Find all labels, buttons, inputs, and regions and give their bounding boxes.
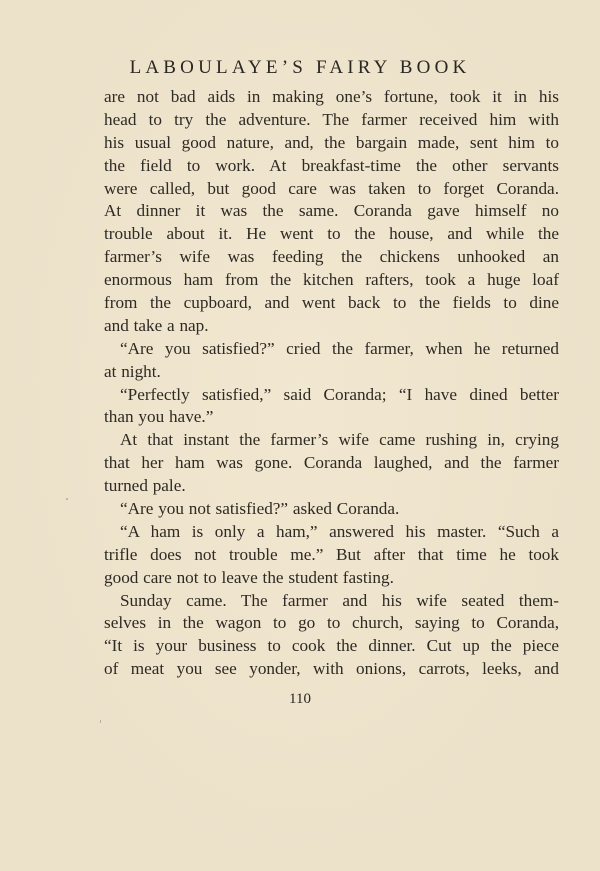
text-line: trouble about it. He went to the house, and while the — [104, 224, 559, 244]
text-line: trifle does not trouble me.” But after that time he took — [104, 544, 559, 564]
text-line: from the cupboard, and went back to the fields to dine — [104, 293, 559, 313]
text-line: selves in the wagon to go to church, saying to Coranda, — [104, 613, 559, 633]
body-text — [104, 86, 559, 681]
paper-speck — [100, 720, 101, 723]
text-line: good care not to leave the student fasting. — [104, 567, 394, 587]
text-line: “It is your business to cook the dinner. Cut up the piece — [104, 636, 559, 656]
text-line: At that instant the farmer’s wife came rushing in, crying — [120, 430, 559, 450]
text-line: “A ham is only a ham,” answered his master. “Such a — [120, 521, 559, 541]
text-line: than you have.” — [104, 407, 214, 427]
text-line: that her ham was gone. Coranda laughed, and the farmer — [104, 453, 559, 473]
text-line: and take a nap. — [104, 315, 209, 335]
running-title: LABOULAYE’S FAIRY BOOK — [129, 57, 471, 78]
page-number: 110 — [289, 691, 311, 707]
paper-speck — [66, 498, 68, 500]
text-line: turned pale. — [104, 476, 186, 496]
text-line: enormous ham from the kitchen rafters, took a huge loaf — [104, 270, 559, 290]
text-line: “Are you not satisfied?” asked Coranda. — [120, 499, 400, 519]
text-line: were called, but good care was taken to forget Coranda. — [104, 178, 559, 198]
text-line: of meat you see yonder, with onions, carrots, leeks, and — [104, 659, 559, 679]
text-line: are not bad aids in making one’s fortune, took it in his — [104, 87, 559, 106]
text-line: “Perfectly satisfied,” said Coranda; “I have dined better — [120, 384, 559, 404]
text-line: farmer’s wife was feeding the chickens unhooked an — [104, 247, 559, 267]
text-line: At dinner it was the same. Coranda gave himself no — [104, 201, 559, 221]
text-line: head to try the adventure. The farmer received him with — [104, 109, 559, 129]
text-line: at night. — [104, 361, 161, 381]
text-line: his usual good nature, and, the bargain made, sent him to — [104, 132, 559, 152]
text-line: “Are you satisfied?” cried the farmer, when he returned — [120, 338, 559, 358]
text-line: Sunday came. The farmer and his wife seated them- — [120, 590, 559, 610]
text-line: the field to work. At breakfast-time the other servants — [104, 155, 559, 175]
